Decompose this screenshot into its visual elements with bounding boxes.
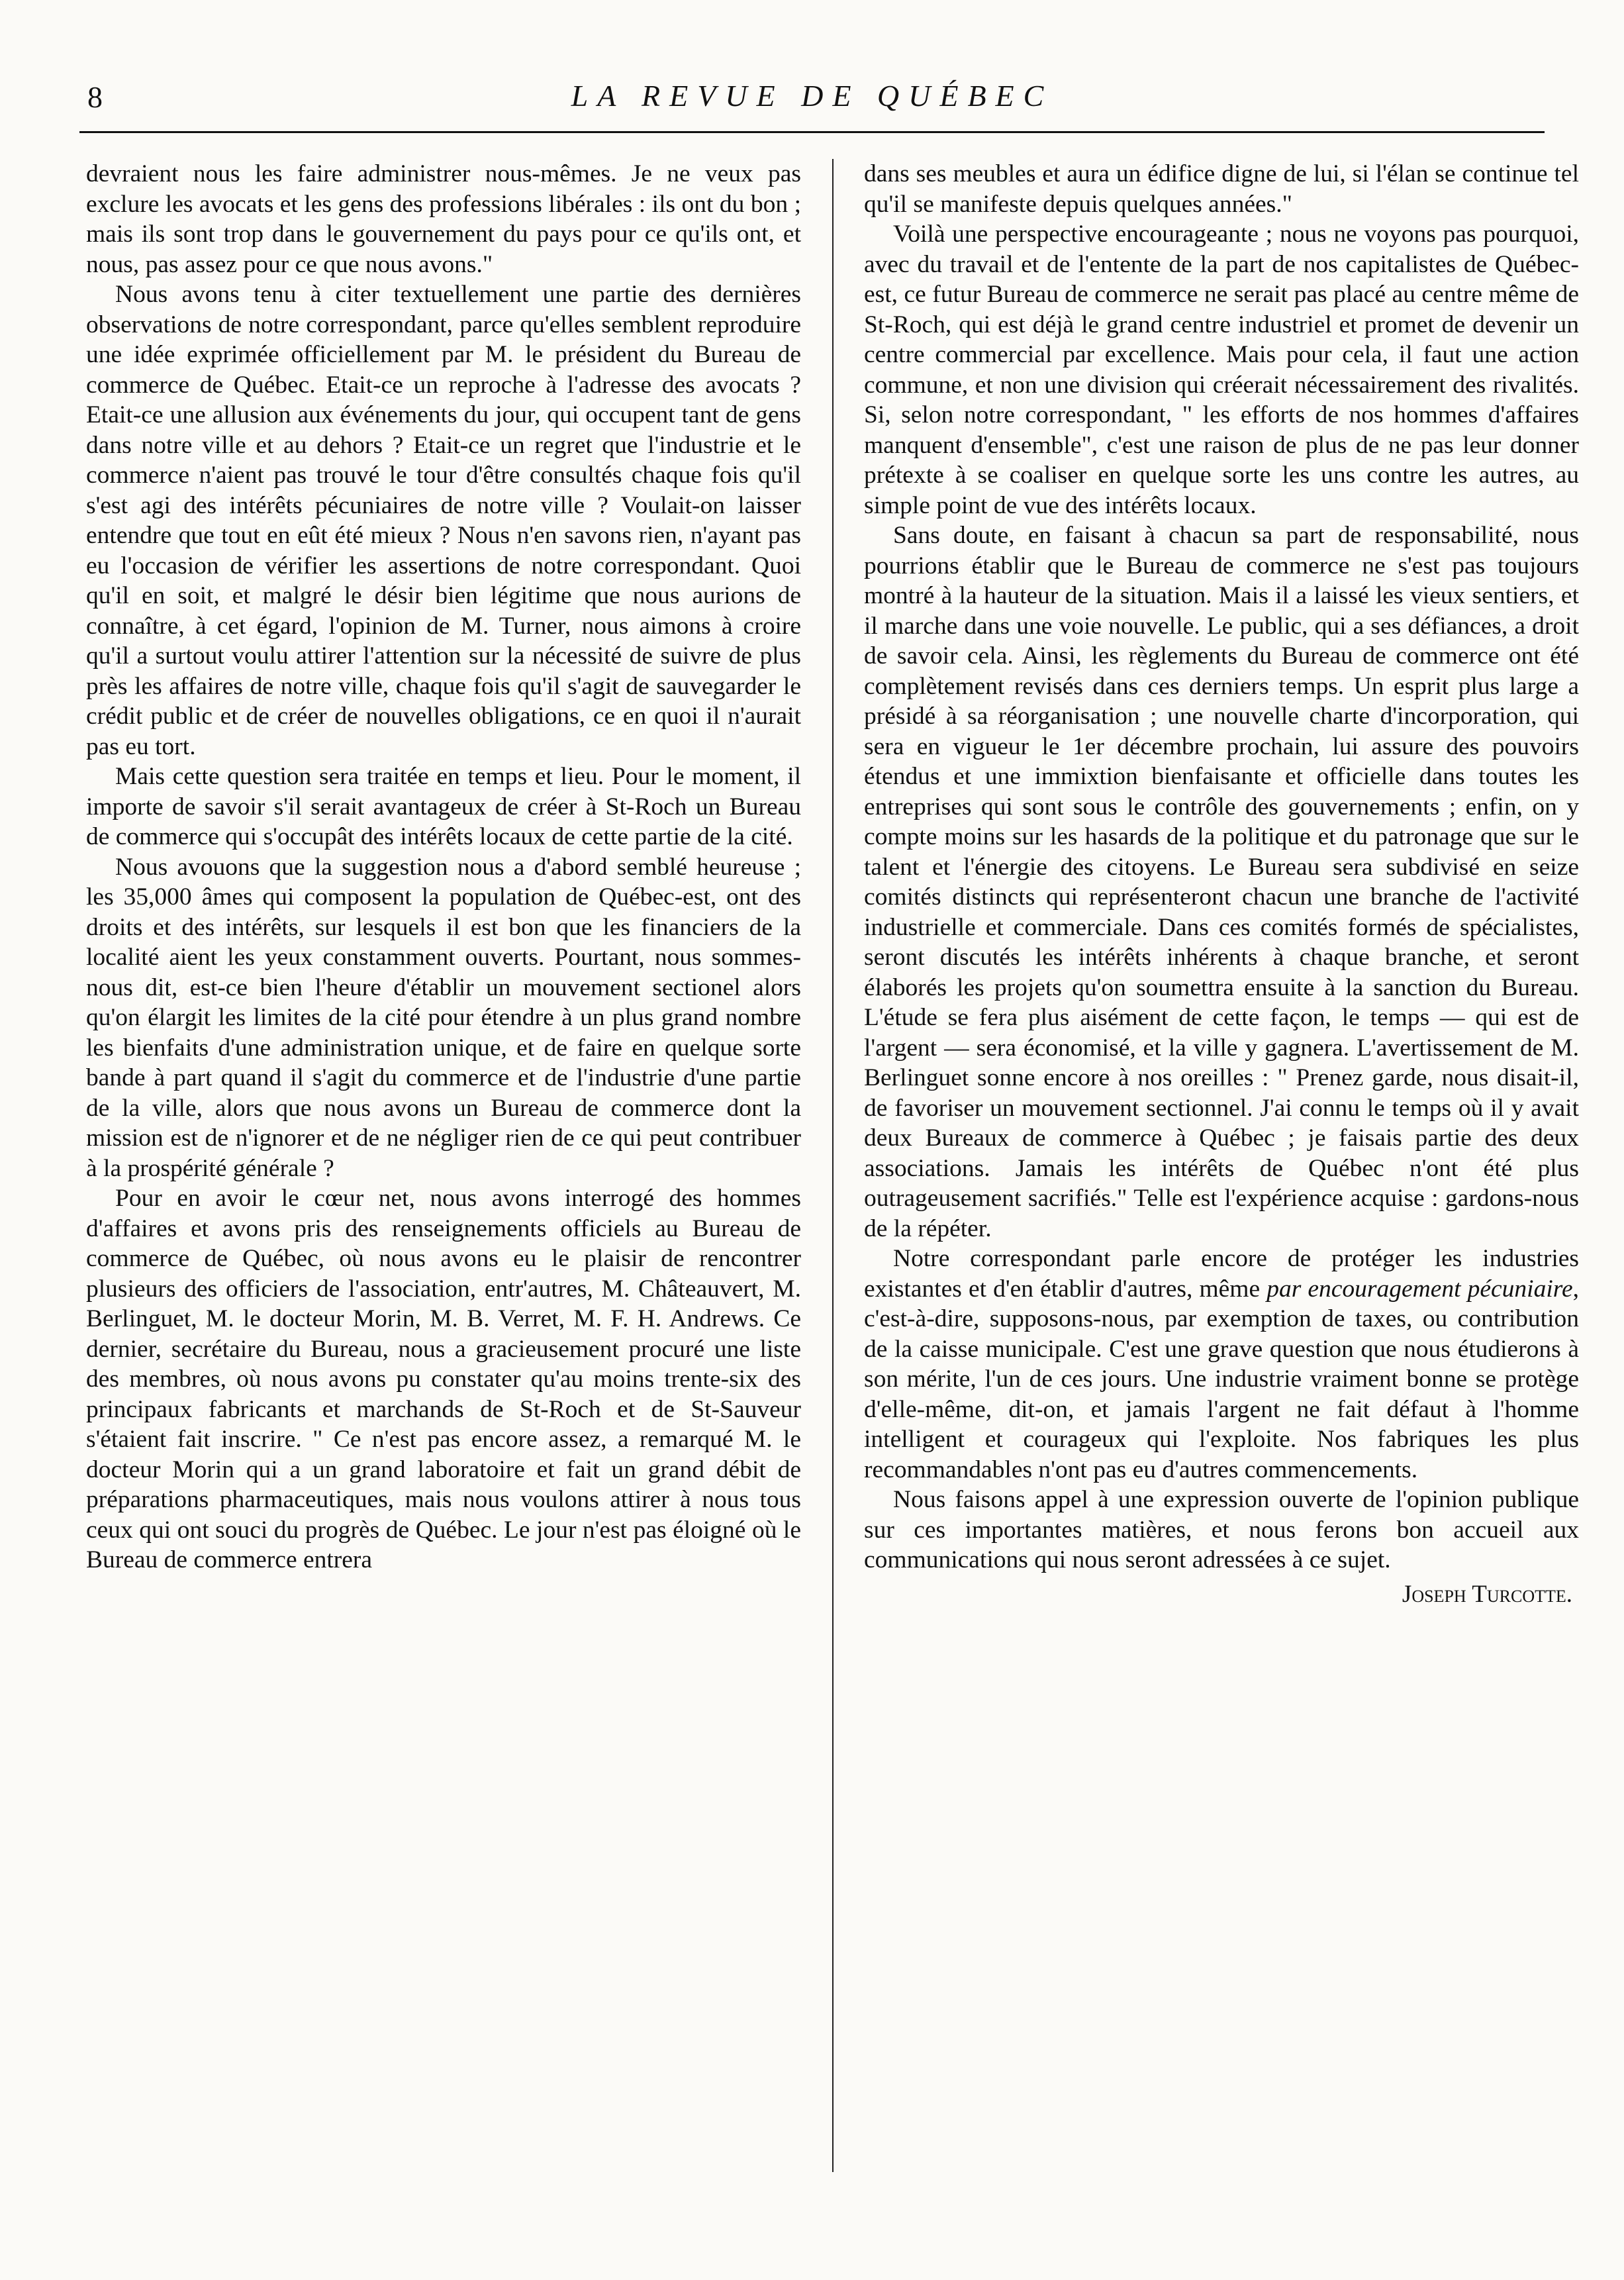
emphasized-phrase: par encouragement pécuniaire [1266,1275,1573,1303]
paragraph: Nous avons tenu à citer textuellement une partie des dernières observations de notre correspondant, parce qu'elles semblent reproduire une idée exprimée officiellement par M. le président du Bureau de commerce de Québec. Etait-ce un reproche à l'adresse des avocats ? Etait-ce une allusion aux événements du jour, qui occupent tant de gens dans notre ville et au dehors ? Etait-ce un regret que l'industrie et le commerce n'aient pas trouvé le tour d'être consultés chaque fois qu'il s'est agi des intérêts pécuniaires de notre ville ? Voulait-on laisser entendre que tout en eût été mieux ? Nous n'en savons rien, n'ayant pas eu l'occasion de vérifier les assertions de notre correspondant. Quoi qu'il en soit, et malgré le désir bien légitime que nous aurions de connaître, à cet égard, l'opinion de M. Turner, nous aimons à croire qu'il a surtout voulu attirer l'attention sur la nécessité de suivre de plus près les affaires de notre ville, chaque fois qu'il s'agit de sauvegarder le crédit public et de créer de nouvelles obligations, ce en quoi il n'aurait pas eu tort. [86,281,801,760]
paragraph: devraient nous les faire administrer nous-mêmes. Je ne veux pas exclure les avocats et les gens des professions libérales : ils ont du bon ; mais ils sont trop dans le gouvernement du pays pour ce qu'ils ont, et nous, pas assez pour ce que nous avons." [86,160,801,278]
paragraph: Pour en avoir le cœur net, nous avons interrogé des hommes d'affaires et avons pris des renseignements officiels au Bureau de commerce de Québec, où nous avons eu le plaisir de rencontrer plusieurs des officiers de l'association, entr'autres, M. Châteauvert, M. Berlinguet, M. le docteur Morin, M. B. Verret, M. F. H. Andrews. Ce dernier, secrétaire du Bureau, nous a gracieusement procuré une liste des membres, où nous avons pu constater qu'au moins trente-six des principaux fabricants et marchands de St-Roch et de St-Sauveur s'étaient fait inscrire. " Ce n'est pas encore assez, a remarqué M. le docteur Morin qui a un grand laboratoire et fait un grand débit de préparations pharmaceutiques, mais nous voulons attirer à nous tous ceux qui ont souci du progrès de Québec. Le jour n'est pas éloigné où le Bureau de commerce entrera [86,1185,801,1573]
article-body [86,159,1579,2181]
left-column [86,159,801,1575]
author-signature: Joseph Turcotte. [1402,1580,1572,1608]
page-number: 8 [87,80,103,114]
paragraph: Voilà une perspective encourageante ; nous ne voyons pas pourquoi, avec du travail et de l'entente de la part de nos capitalistes de Québec-est, ce futur Bureau de commerce ne serait pas placé au centre même de St-Roch, qui est déjà le grand centre industriel et promet de devenir un centre commercial par excellence. Mais pour cela, il faut une action commune, et non une division qui créerait nécessairement des rivalités. Si, selon notre correspondant, " les efforts de nos hommes d'affaires manquent d'ensemble", c'est une raison de plus de ne pas leur donner prétexte à se coaliser en quelque sorte les uns contre les autres, au simple point de vue des intérêts locaux. [864,221,1579,519]
paragraph-text: Notre correspondant parle encore de protéger les industries existantes et d'en établir d'autres, même [864,1245,1579,1303]
page-header [79,66,1545,139]
paragraph: Nous faisons appel à une expression ouverte de l'opinion publique sur ces importantes matières, et nous ferons bon accueil aux communications qui nous seront adressées à ce sujet. [864,1486,1579,1573]
header-rule [79,131,1545,133]
paragraph: Mais cette question sera traitée en temps et lieu. Pour le moment, il importe de savoir s'il serait avantageux de créer à St-Roch un Bureau de commerce qui s'occupât des intérêts locaux de cette partie de la cité. [86,763,801,850]
running-title: LA REVUE DE QUÉBEC [571,79,1053,113]
paragraph-text: , c'est-à-dire, supposons-nous, par exemption de taxes, ou contribution de la caisse municipale. C'est une grave question que nous étudierons à son mérite, l'un de ces jours. Une industrie vraiment bonne se protège d'elle-même, dit-on, et jamais l'argent ne fait défaut à l'homme intelligent et courageux qui l'exploite. Nos fabriques les plus recommandables n'ont pas eu d'autres commencements. [864,1275,1579,1483]
paragraph: Nous avouons que la suggestion nous a d'abord semblé heureuse ; les 35,000 âmes qui composent la population de Québec-est, ont des droits et des intérêts, sur lesquels il est bon que les financiers de la localité aient les yeux constamment ouverts. Pourtant, nous sommes-nous dit, est-ce bien l'heure d'établir un mouvement sectionel alors qu'on élargit les limites de la cité pour étendre à un plus grand nombre les bienfaits d'une administration unique, et de faire en quelque sorte bande à part quand il s'agit du commerce et de l'industrie d'une partie de la ville, alors que nous avons un Bureau de commerce dont la mission est de n'ignorer et de ne négliger rien de ce qui peut contribuer à la prospérité générale ? [86,853,801,1182]
right-column [864,159,1579,1609]
paragraph: Sans doute, en faisant à chacun sa part de responsabilité, nous pourrions établir que le Bureau de commerce ne s'est pas toujours montré à la hauteur de la situation. Mais il a laissé les vieux sentiers, et il marche dans une voie nouvelle. Le public, qui a ses défiances, a droit de savoir cela. Ainsi, les règlements du Bureau de commerce ont été complètement revisés dans ces derniers temps. Un esprit plus large a présidé à sa réorganisation ; une nouvelle charte d'incorporation, qui sera en vigueur le 1er décembre prochain, lui assure des pouvoirs étendus et une immixtion bienfaisante et officielle dans toutes les entreprises qui sont sous le contrôle des gouvernements ; enfin, on y compte moins sur les hasards de la politique et du patronage que sur le talent et l'énergie des citoyens. Le Bureau sera subdivisé en seize comités distincts qui représenteront chacun une branche de l'activité industrielle et commerciale. Dans ces comités formés de spécialistes, seront discutés les intérêts inhérents à chaque branche, et seront élaborés les projets qu'on soumettra ensuite à la sanction du Bureau. L'étude se fera plus aisément de cette façon, le temps — qui est de l'argent — sera économisé, et la ville y gagnera. L'avertissement de M. Berlinguet sonne encore à nos oreilles : " Prenez garde, nous disait-il, de favoriser un mouvement sectionnel. J'ai connu le temps où il y avait deux Bureaux de commerce à Québec ; je faisais partie des deux associations. Jamais les intérêts de Québec n'ont été plus outrageusement sacrifiés." Telle est l'expérience acquise : gardons-nous de la répéter. [864,522,1579,1242]
paragraph [864,1244,1579,1485]
column-divider [832,159,834,2172]
paragraph: dans ses meubles et aura un édifice digne de lui, si l'élan se continue tel qu'il se manifeste depuis quelques années." [864,160,1579,218]
